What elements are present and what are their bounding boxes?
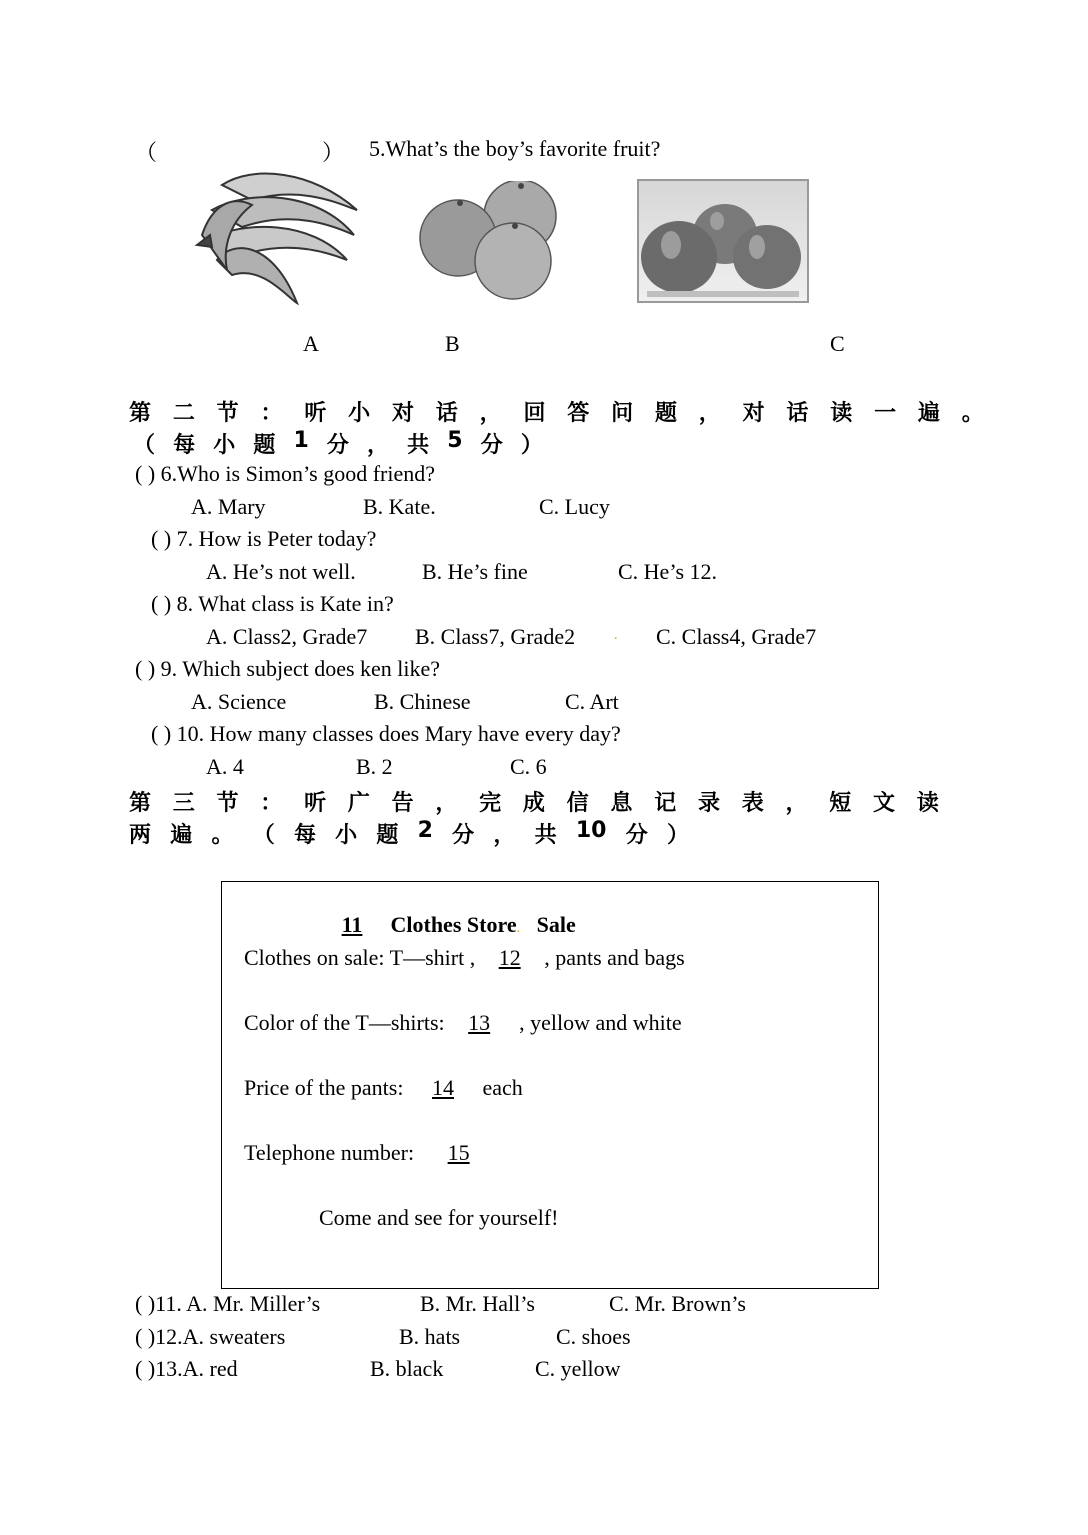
q6-option-b: B. Kate.	[363, 494, 436, 519]
heading-char: 录	[697, 791, 720, 816]
q11-option-b: B. Mr. Hall’s	[420, 1291, 535, 1316]
q13-option-c: C. yellow	[535, 1356, 621, 1381]
q8-option-b: B. Class7, Grade2	[415, 624, 576, 649]
question-8: ( ) 8. What class is Kate in?	[151, 591, 394, 616]
question-10: ( ) 10. How many classes does Mary have every day?	[151, 721, 621, 746]
heading-char: 每	[173, 433, 196, 458]
heading-char: 5	[447, 428, 463, 453]
q6-option-c: C. Lucy	[539, 494, 610, 519]
option-b-label: B	[445, 331, 460, 356]
heading-char: 听	[304, 791, 327, 816]
decorative-dot: .	[614, 628, 618, 643]
q13-option-b: B. black	[370, 1356, 444, 1381]
heading-char: 题	[654, 401, 677, 426]
heading-char: 。	[211, 823, 234, 848]
section-2-heading-line1	[129, 396, 984, 427]
q8-option-c: C. Class4, Grade7	[656, 624, 817, 649]
heading-char: 答	[567, 401, 590, 426]
ad-line-price-rest: each	[476, 1075, 523, 1100]
heading-char: 广	[347, 791, 370, 816]
orange-image	[418, 181, 563, 301]
heading-char: 10	[575, 818, 607, 843]
heading-char: 回	[523, 401, 546, 426]
heading-char: 共	[534, 823, 557, 848]
heading-char: （	[133, 433, 156, 458]
q10-option-c: C. 6	[510, 754, 547, 779]
heading-char: 小	[348, 401, 371, 426]
heading-char: 遍	[917, 401, 940, 426]
heading-char: 分	[480, 433, 503, 458]
heading-char: 分	[625, 823, 648, 848]
heading-char: 。	[961, 401, 984, 426]
q6-option-a: A. Mary	[191, 494, 266, 519]
heading-char: 节	[216, 791, 239, 816]
heading-char: 息	[610, 791, 633, 816]
ad-title: 11 Clothes Store. Sale	[319, 912, 576, 938]
q7-option-a: A. He’s not well.	[206, 559, 356, 584]
heading-char: 成	[522, 791, 545, 816]
option-c-label: C	[830, 331, 845, 356]
ad-line-color-rest: , yellow and white	[513, 1010, 682, 1035]
question-6: ( ) 6.Who is Simon’s good friend?	[135, 461, 436, 486]
heading-char: ，	[367, 433, 390, 458]
option-a-label: A	[303, 331, 319, 356]
q11-option-c: C. Mr. Brown’s	[609, 1291, 746, 1316]
heading-char: 话	[435, 401, 458, 426]
heading-char: 读	[916, 791, 939, 816]
blank-11: 11	[341, 912, 363, 937]
heading-char: 1	[293, 428, 309, 453]
q7-option-c: C. He’s 12.	[618, 559, 717, 584]
ad-line-telephone-label: Telephone number:	[244, 1140, 420, 1165]
heading-char: 2	[417, 818, 433, 843]
question-12: ( )12.A. sweaters	[135, 1324, 286, 1349]
heading-char: ：	[260, 791, 283, 816]
heading-char: 短	[829, 791, 852, 816]
heading-char: 话	[786, 401, 809, 426]
ad-line-telephone	[244, 1140, 498, 1166]
heading-char: ，	[493, 823, 516, 848]
heading-char: 对	[742, 401, 765, 426]
heading-char: 信	[566, 791, 589, 816]
ad-line-clothes	[244, 945, 685, 971]
heading-char: 二	[172, 401, 195, 426]
q5-question: 5.What’s the boy’s favorite fruit?	[369, 136, 661, 161]
q10-option-a: A. 4	[206, 754, 244, 779]
ad-title-sale: Sale	[536, 912, 576, 937]
q10-option-b: B. 2	[356, 754, 393, 779]
blank-15: 15	[447, 1140, 470, 1165]
heading-char: 分	[452, 823, 475, 848]
question-9: ( ) 9. Which subject does ken like?	[135, 656, 441, 681]
heading-char: ：	[260, 401, 283, 426]
blank-14: 14	[431, 1075, 454, 1100]
q5-paren-right: ）	[322, 140, 345, 165]
heading-char: （	[252, 823, 275, 848]
heading-char: ）	[520, 433, 543, 458]
heading-char: 第	[129, 791, 152, 816]
banana-image	[192, 165, 362, 307]
heading-char: 遍	[170, 823, 193, 848]
ad-line-price	[244, 1075, 523, 1101]
section-3-heading-line2	[129, 818, 689, 849]
heading-char: 一	[874, 401, 897, 426]
heading-char: 读	[830, 401, 853, 426]
ad-line-clothes-label: Clothes on sale: T—shirt ,	[244, 945, 476, 970]
section-3-heading-line1	[129, 786, 939, 817]
q9-option-c: C. Art	[565, 689, 619, 714]
heading-char: 问	[611, 401, 634, 426]
heading-char: ）	[666, 823, 689, 848]
heading-char: 分	[326, 433, 349, 458]
ad-line-clothes-rest: , pants and bags	[544, 945, 685, 970]
ad-closing: Come and see for yourself!	[319, 1205, 559, 1230]
heading-char: 第	[129, 401, 152, 426]
apple-image	[637, 179, 809, 303]
heading-char: 告	[391, 791, 414, 816]
ad-title-store: Clothes Store	[390, 912, 517, 937]
q9-option-a: A. Science	[191, 689, 287, 714]
heading-char: 三	[172, 791, 195, 816]
heading-char: 完	[479, 791, 502, 816]
heading-char: 共	[407, 433, 430, 458]
heading-char: 每	[293, 823, 316, 848]
q12-option-b: B. hats	[399, 1324, 461, 1349]
ad-line-price-label: Price of the pants:	[244, 1075, 409, 1100]
question-7: ( ) 7. How is Peter today?	[151, 526, 377, 551]
q12-option-c: C. shoes	[556, 1324, 631, 1349]
section-2-heading-line2	[133, 428, 543, 459]
heading-char: 记	[654, 791, 677, 816]
q7-option-b: B. He’s fine	[422, 559, 528, 584]
heading-char: 小	[335, 823, 358, 848]
q8-option-a: A. Class2, Grade7	[206, 624, 368, 649]
heading-char: 两	[129, 823, 152, 848]
heading-char: 节	[216, 401, 239, 426]
heading-char: 小	[213, 433, 236, 458]
heading-char: 题	[253, 433, 276, 458]
question-13: ( )13.A. red	[135, 1356, 238, 1381]
heading-char: ，	[785, 791, 808, 816]
question-11: ( )11. A. Mr. Miller’s	[135, 1291, 321, 1316]
blank-12: 12	[498, 945, 521, 970]
heading-char: 表	[741, 791, 764, 816]
heading-char: 对	[391, 401, 414, 426]
heading-char: ，	[698, 401, 721, 426]
heading-char: 听	[304, 401, 327, 426]
q9-option-b: B. Chinese	[374, 689, 471, 714]
ad-line-color-label: Color of the T—shirts:	[244, 1010, 445, 1035]
heading-char: ，	[479, 401, 502, 426]
heading-char: 题	[376, 823, 399, 848]
heading-char: 文	[873, 791, 896, 816]
heading-char: ，	[435, 791, 458, 816]
blank-13: 13	[468, 1010, 491, 1035]
ad-line-color	[244, 1010, 682, 1036]
q5-paren-left: （	[135, 140, 158, 165]
